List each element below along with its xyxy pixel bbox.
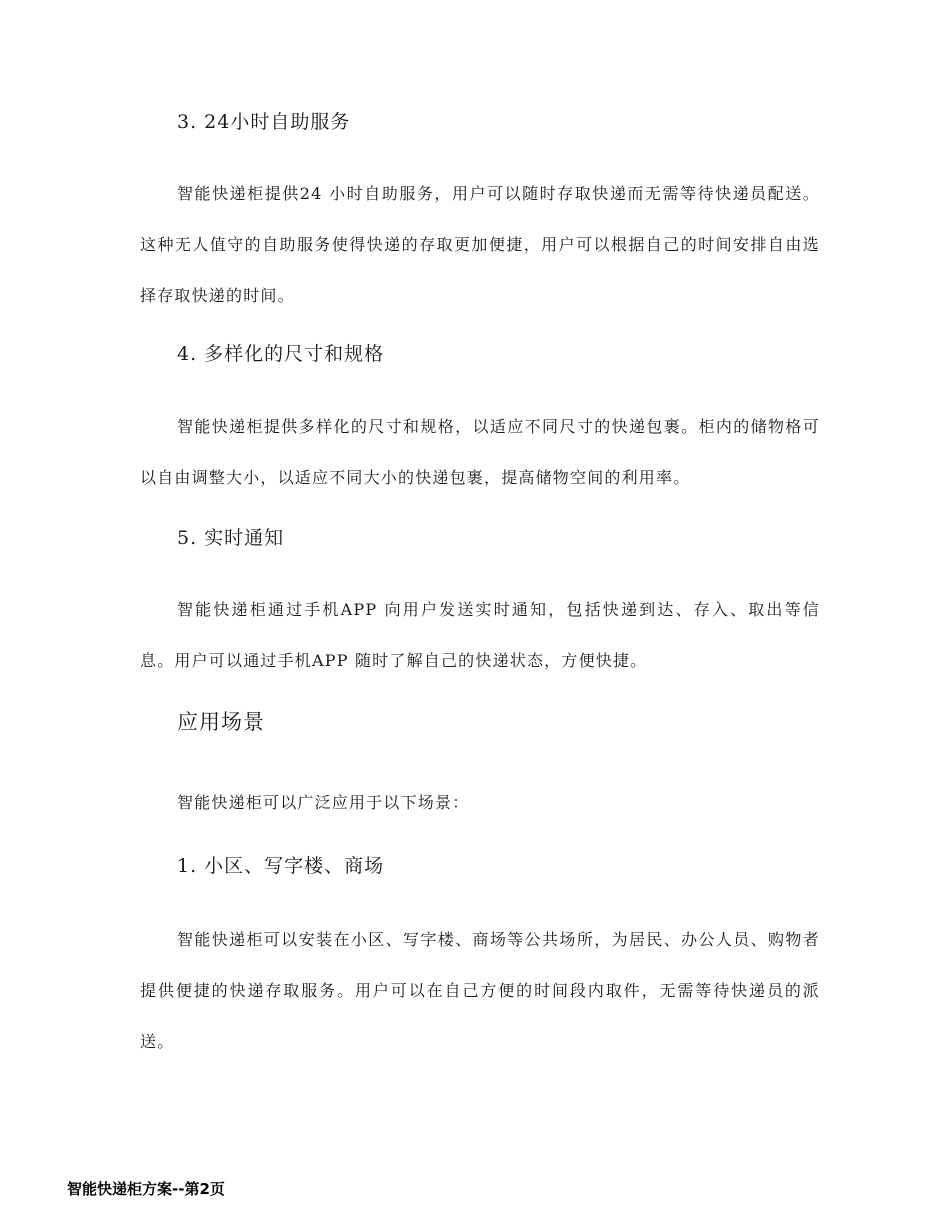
- paragraph-24h-self-service: 智能快递柜提供24 小时自助服务，用户可以随时存取快递而无需等待快递员配送。这种无人值守的自助服务使得快递的存取更加便捷，用户可以根据自己的时间安排自由选择存取快递的时间。: [140, 184, 820, 305]
- paragraph-scenarios-intro: 智能快递柜可以广泛应用于以下场景：: [177, 793, 470, 812]
- heading-realtime-notice: 5. 实时通知: [177, 527, 285, 549]
- section-title-scenarios: 应用场景: [177, 710, 265, 734]
- paragraph-community-office-mall: 智能快递柜可以安装在小区、写字楼、商场等公共场所，为居民、办公人员、购物者提供便捷的快递存取服务。用户可以在自己方便的时间段内取件，无需等待快递员的派送。: [140, 930, 820, 1051]
- heading-community-office-mall: 1. 小区、写字楼、商场: [177, 855, 385, 877]
- heading-sizes-specs: 4. 多样化的尺寸和规格: [177, 343, 385, 365]
- paragraph-realtime-notice: 智能快递柜通过手机APP 向用户发送实时通知，包括快递到达、存入、取出等信息。用户可以通过手机APP 随时了解自己的快递状态，方便快捷。: [140, 600, 820, 670]
- paragraph-sizes-specs: 智能快递柜提供多样化的尺寸和规格，以适应不同尺寸的快递包裹。柜内的储物格可以自由调整大小，以适应不同大小的快递包裹，提高储物空间的利用率。: [140, 417, 820, 487]
- heading-24h-self-service: 3. 24小时自助服务: [177, 111, 351, 133]
- page-footer: 智能快递柜方案--第2页: [67, 1180, 225, 1198]
